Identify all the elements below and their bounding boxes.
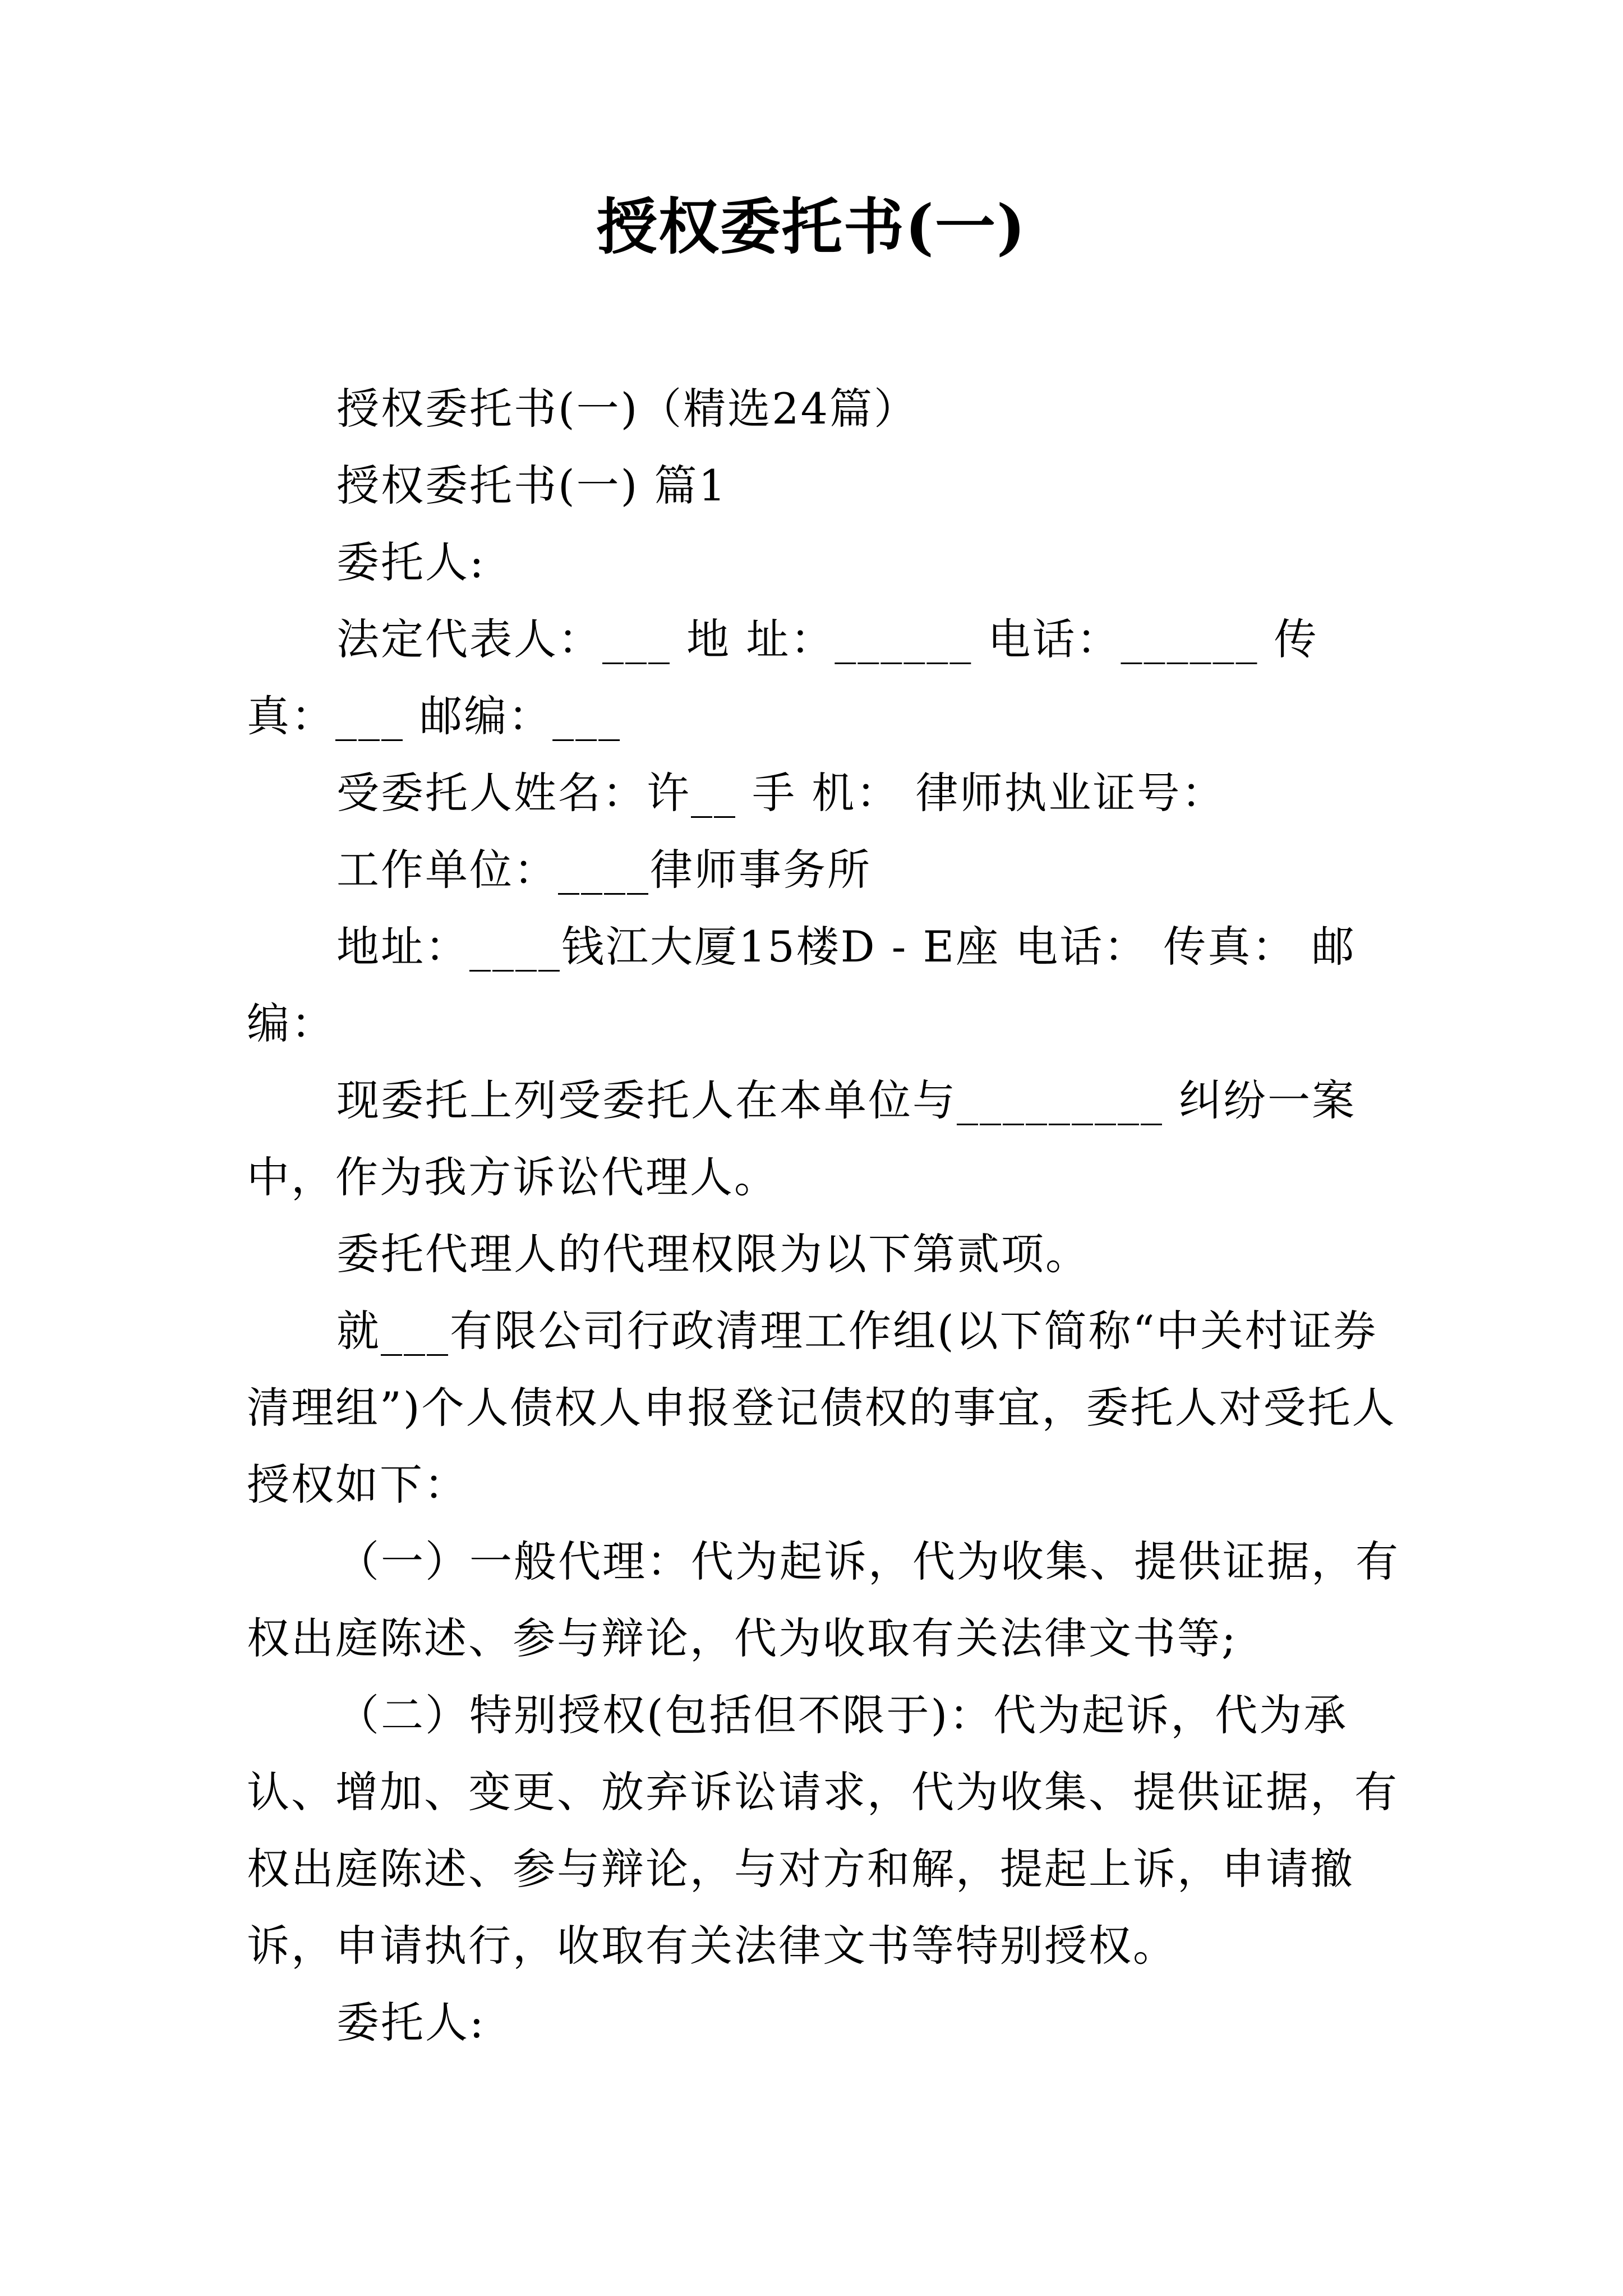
document-title: 授权委托书(一) xyxy=(596,192,1027,263)
paragraph-matter: 就___有限公司行政清理工作组(以下简称“中关村证券清理组”)个人债权人申报登记债权的事宜，委托人对受托人授权如下： xyxy=(247,1306,1396,1510)
paragraph-legal-representative: 法定代表人：___ 地 址：______ 电话：______ 传真：___ 邮编：___ xyxy=(247,614,1318,741)
paragraph-agent-name: 受委托人姓名：许__ 手 机： 律师执业证号： xyxy=(336,768,1226,818)
paragraph-principal-signature: 委托人: xyxy=(336,1998,486,2047)
paragraph-section-heading: 授权委托书(一) 篇1 xyxy=(336,461,727,510)
paragraph-subtitle: 授权委托书(一)（精选24篇） xyxy=(336,384,919,434)
paragraph-special-authorization: （二）特别授权(包括但不限于)：代为起诉，代为承认、增加、变更、放弃诉讼请求，代为收集、提供证据，有权出庭陈述、参与辩论，与对方和解，提起上诉，申请撤诉，申请执行，收取有关法律文书等特别授权。 xyxy=(247,1690,1399,1971)
document-body xyxy=(247,370,1402,2061)
paragraph-address: 地址：____钱江大厦15楼D - E座 电话： 传真： 邮编： xyxy=(247,922,1356,1048)
paragraph-principal: 委托人: xyxy=(336,537,486,587)
paragraph-general-agency: （一）一般代理：代为起诉，代为收集、提供证据，有权出庭陈述、参与辩论，代为收取有关法律文书等; xyxy=(247,1536,1400,1663)
paragraph-work-unit: 工作单位：____律师事务所 xyxy=(336,845,872,895)
paragraph-appointment: 现委托上列受委托人在本单位与_________ 纠纷一案中，作为我方诉讼代理人。 xyxy=(247,1075,1357,1202)
paragraph-authority-scope: 委托代理人的代理权限为以下第贰项。 xyxy=(336,1229,1090,1279)
